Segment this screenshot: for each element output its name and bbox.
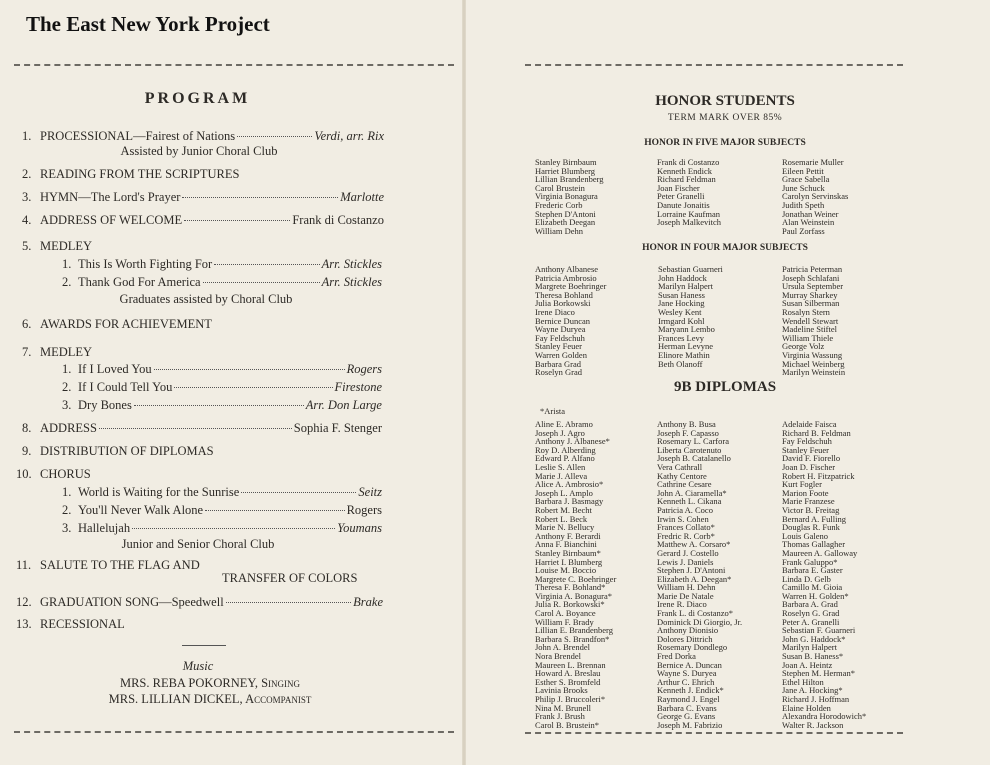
- name-entry: Cathrine Cesare: [657, 479, 712, 490]
- right-top-rule: [525, 64, 903, 66]
- name-entry: Frank Galuppo*: [782, 556, 838, 567]
- diplomas-list: [535, 420, 920, 732]
- name-entry: Beth Olanoff: [658, 358, 703, 369]
- name-entry: Rosemary L. Carfora: [657, 436, 729, 447]
- name-entry: Esther S. Bromfeld: [535, 676, 601, 687]
- program-item-6: 6. AWARDS FOR ACHIEVEMENT: [22, 317, 212, 331]
- name-entry: Frederic Corb: [535, 199, 583, 210]
- name-entry: Elizabeth Deegan: [535, 217, 596, 228]
- page-fold: [462, 0, 466, 765]
- music-line-2: MRS. LILLIAN DICKEL, Accompanist: [108, 692, 312, 706]
- name-entry: Jane Hocking: [658, 298, 705, 309]
- name-entry: William F. Brady: [535, 616, 594, 627]
- name-entry: Victor B. Freitag: [782, 504, 840, 515]
- name-entry: Frank J. Brush: [535, 711, 585, 722]
- name-entry: Marie De Natale: [657, 590, 714, 601]
- name-entry: Marie Franzese: [782, 496, 835, 507]
- music-line-1: MRS. REBA POKORNEY, Singing: [119, 676, 301, 690]
- program-item-5: 5. MEDLEY: [22, 239, 93, 253]
- name-entry: Leslie S. Allen: [535, 461, 586, 472]
- name-entry: Anna F. Bianchini: [535, 539, 597, 550]
- name-entry: Frank di Costanzo: [657, 157, 720, 167]
- honor-four-col-2: [658, 265, 723, 368]
- name-entry: John G. Haddock*: [782, 633, 846, 644]
- name-entry: Anthony Albanese: [535, 264, 599, 274]
- name-entry: Nina M. Brunell: [535, 702, 591, 713]
- chorus-item-3: 3. Hallelujah Youmans: [62, 521, 382, 535]
- diplomas-title: 9B DIPLOMAS: [673, 379, 777, 395]
- program-item-2: 2. READING FROM THE SCRIPTURES: [22, 167, 240, 181]
- name-entry: Marion Foote: [782, 487, 829, 498]
- name-entry: Marilyn Halpert: [782, 642, 837, 653]
- name-entry: Elinore Mathin: [658, 349, 710, 360]
- name-entry: Joseph M. Fabrizio: [657, 719, 723, 730]
- name-entry: Anthony Dionisio: [657, 625, 719, 636]
- name-entry: Stephen D'Antoni: [535, 208, 596, 219]
- name-entry: Peter Granelli: [657, 191, 705, 202]
- name-entry: Marilyn Weinstein: [782, 367, 846, 378]
- name-entry: David F. Fiorello: [782, 453, 841, 464]
- name-entry: Theresa Bohland: [535, 289, 593, 300]
- name-entry: Arthur C. Ehrich: [657, 676, 715, 687]
- name-entry: Warren Golden: [535, 349, 587, 360]
- name-entry: Edward P. Alfano: [535, 453, 595, 464]
- name-entry: Susan Silberman: [782, 298, 840, 309]
- program-item-3: 3. HYMN—The Lord's Prayer Marlotte: [22, 190, 384, 204]
- name-entry: Maryann Lembo: [658, 324, 715, 335]
- name-entry: Stanley Birnbaum: [535, 157, 597, 167]
- honor-four-col-3: [782, 265, 845, 377]
- name-entry: Joseph Schlafani: [782, 272, 840, 283]
- name-entry: Frances Collato*: [657, 522, 715, 533]
- name-entry: Stanley Feuer: [782, 444, 829, 455]
- name-entry: Richard B. Feldman: [782, 427, 851, 438]
- chorus-item-2: 2. You'll Never Walk Alone Rogers: [62, 503, 382, 517]
- name-entry: John Haddock: [658, 272, 707, 283]
- name-entry: Paul Zorfass: [782, 225, 825, 236]
- name-entry: Marie N. Bellucy: [535, 522, 595, 533]
- medley2-item-1: 1. If I Loved You Rogers: [62, 362, 382, 376]
- name-entry: Robert L. Beck: [535, 513, 588, 524]
- name-entry: Roy D. Alberding: [535, 444, 596, 455]
- name-entry: Frances Levy: [658, 332, 705, 343]
- name-entry: Kenneth L. Cikana: [657, 496, 722, 507]
- name-entry: Susan B. Haness*: [782, 651, 844, 662]
- honor-five-col-1: [535, 158, 604, 235]
- name-entry: Ethel Hilton: [782, 676, 824, 687]
- name-entry: John A. Brendel: [535, 642, 591, 653]
- name-entry: Harriet I. Blumberg: [535, 556, 603, 567]
- name-entry: Alice A. Ambrosio*: [535, 479, 604, 490]
- name-entry: Warren H. Golden*: [782, 590, 849, 601]
- name-entry: Rosalyn Stern: [782, 306, 830, 317]
- name-entry: Frank L. di Costanzo*: [657, 608, 734, 619]
- name-entry: Virginia Bonagura: [535, 191, 598, 202]
- name-entry: Stephen M. Herman*: [782, 668, 855, 679]
- name-entry: Thomas Gallagher: [782, 539, 846, 550]
- name-entry: Aline E. Abramo: [535, 419, 593, 429]
- name-entry: Barbara A. Grad: [782, 599, 838, 610]
- name-entry: Sebastian F. Guarneri: [782, 625, 856, 636]
- name-entry: Joseph B. Catalanello: [657, 453, 731, 464]
- name-entry: Carol Brustein: [535, 182, 585, 193]
- name-entry: Gerard J. Costello: [657, 547, 719, 558]
- name-entry: Irmgard Kohl: [658, 315, 705, 326]
- name-entry: Elaine Holden: [782, 702, 831, 713]
- honor-subtitle: TERM MARK OVER 85%: [667, 113, 783, 123]
- honor-title: HONOR STUDENTS: [655, 93, 795, 109]
- name-entry: Camillo M. Gioia: [782, 582, 843, 593]
- medley1-note: Graduates assisted by Choral Club: [119, 292, 293, 306]
- name-entry: John A. Ciaramella*: [657, 487, 727, 498]
- name-entry: Liberta Carotenuto: [657, 444, 722, 455]
- name-entry: Carol A. Boyance: [535, 608, 596, 619]
- name-entry: Peter A. Granelli: [782, 616, 840, 627]
- name-entry: Margrete C. Boehringer: [535, 573, 617, 584]
- name-entry: Joseph L. Amplo: [535, 487, 593, 498]
- name-entry: Virginia A. Bonagura*: [535, 590, 613, 601]
- name-entry: Anthony J. Albanese*: [535, 436, 610, 447]
- name-entry: William Thiele: [782, 332, 834, 343]
- name-entry: Lillian E. Brandenberg: [535, 625, 613, 636]
- name-entry: Barbara C. Evans: [657, 702, 717, 713]
- name-entry: Marilyn Halpert: [658, 281, 713, 292]
- name-entry: Vera Cathrall: [657, 461, 703, 472]
- name-entry: Joseph F. Capasso: [657, 427, 719, 438]
- program-item-11-line2: TRANSFER OF COLORS: [222, 571, 358, 585]
- name-entry: Jonathan Weiner: [782, 208, 839, 219]
- name-entry: Grace Sabella: [782, 174, 830, 185]
- name-entry: Lillian Brandenberg: [535, 174, 604, 185]
- name-entry: Wendell Stewart: [782, 315, 839, 326]
- name-entry: Barbara Grad: [535, 358, 582, 369]
- name-entry: Nora Brendel: [535, 651, 582, 662]
- right-bottom-rule: [525, 732, 903, 734]
- name-entry: Irene R. Diaco: [657, 599, 707, 610]
- name-entry: George Volz: [782, 341, 825, 352]
- honor-five-title: HONOR IN FIVE MAJOR SUBJECTS: [644, 138, 806, 148]
- program-title: PROGRAM: [144, 90, 251, 107]
- name-entry: Robert M. Becht: [535, 504, 592, 515]
- name-entry: Carol B. Brustein*: [535, 719, 599, 730]
- medley1-item-1: 1. This Is Worth Fighting For Arr. Stickles: [62, 257, 382, 271]
- name-entry: Harriet Blumberg: [535, 165, 596, 176]
- name-entry: Joseph Malkevitch: [657, 217, 721, 228]
- name-entry: Wayne Duryea: [535, 324, 586, 335]
- name-entry: Alan Weinstein: [782, 217, 835, 228]
- honor-five-col-3: [782, 158, 848, 235]
- name-entry: Richard J. Hoffman: [782, 694, 850, 704]
- honor-five-col-2: [657, 158, 721, 227]
- name-entry: Murray Sharkey: [782, 289, 838, 300]
- name-entry: Patricia A. Coco: [657, 504, 713, 515]
- name-entry: Kenneth J. Endick*: [657, 685, 724, 696]
- medley2-item-3: 3. Dry Bones Arr. Don Large: [62, 398, 382, 412]
- name-entry: Virginia Wassung: [782, 349, 843, 360]
- name-entry: Irwin S. Cohen: [657, 513, 709, 524]
- name-entry: Margrete Boehringer: [535, 281, 607, 292]
- name-entry: Fay Feldschuh: [535, 332, 585, 343]
- honor-four-title: HONOR IN FOUR MAJOR SUBJECTS: [642, 243, 808, 253]
- name-entry: Elizabeth A. Deegan*: [657, 573, 732, 584]
- music-heading: Music: [182, 659, 214, 673]
- name-entry: Dominick Di Giorgio, Jr.: [657, 616, 743, 627]
- honor-five-list: [535, 158, 915, 238]
- name-entry: Stanley Feuer: [535, 341, 582, 352]
- name-entry: Lewis J. Daniels: [657, 556, 714, 567]
- name-entry: Lavinia Brooks: [535, 685, 588, 696]
- name-entry: Irene Diaco: [535, 306, 575, 317]
- name-entry: Raymond J. Engel: [657, 694, 720, 704]
- name-entry: Ursula September: [782, 281, 844, 292]
- program-item-11: 11. SALUTE TO THE FLAG AND: [16, 558, 200, 572]
- name-entry: Roselyn Grad: [535, 367, 582, 378]
- name-entry: Sebastian Guarneri: [658, 264, 723, 274]
- name-entry: Wesley Kent: [658, 306, 702, 317]
- page-header-title: The East New York Project: [26, 12, 270, 36]
- program-item-9: 9. DISTRIBUTION OF DIPLOMAS: [22, 444, 214, 458]
- name-entry: Kathy Centore: [657, 470, 707, 481]
- name-entry: Anthony B. Busa: [657, 419, 716, 429]
- program-item-1: 1. PROCESSIONAL—Fairest of Nations Verdi, arr. Rix: [22, 129, 384, 143]
- program-item-12: 12. GRADUATION SONG—Speedwell Brake: [16, 595, 383, 609]
- name-entry: Bernard A. Fulling: [782, 513, 846, 524]
- chorus-item-1: 1. World is Waiting for the Sunrise Seitz: [62, 485, 382, 499]
- name-entry: Louis Galeno: [782, 530, 829, 541]
- program-item-8: 8. ADDRESS Sophia F. Stenger: [22, 421, 382, 435]
- medley1-item-2: 2. Thank God For America Arr. Stickles: [62, 275, 382, 289]
- name-entry: June Schuck: [782, 182, 825, 193]
- name-entry: Bernice Duncan: [535, 315, 590, 326]
- name-entry: Kurt Fogler: [782, 479, 822, 490]
- name-entry: Carolyn Servinskas: [782, 191, 849, 202]
- name-entry: Louise M. Boccio: [535, 565, 597, 576]
- name-entry: Philip J. Bruccoleri*: [535, 694, 606, 704]
- name-entry: Matthew A. Corsaro*: [657, 539, 731, 550]
- name-entry: Wayne S. Duryea: [657, 668, 717, 679]
- honor-four-col-1: [535, 265, 606, 377]
- name-entry: Eileen Pettit: [782, 165, 824, 176]
- name-entry: Roselyn G. Grad: [782, 608, 840, 619]
- name-entry: Robert H. Fitzpatrick: [782, 470, 855, 481]
- name-entry: Fred Dorka: [657, 651, 696, 662]
- name-entry: Maureen L. Brennan: [535, 659, 606, 670]
- name-entry: Adelaide Faisca: [782, 419, 837, 429]
- name-entry: Lorraine Kaufman: [657, 208, 721, 219]
- name-entry: Alexandra Horodowich*: [782, 711, 867, 722]
- name-entry: Linda D. Gelb: [782, 573, 831, 584]
- name-entry: Susan Haness: [658, 289, 705, 300]
- diplomas-col-2: [657, 420, 742, 729]
- name-entry: Barbara S. Brandfon*: [535, 633, 610, 644]
- name-entry: Rosemarie Muller: [782, 157, 844, 167]
- name-entry: Joseph J. Agro: [535, 427, 585, 438]
- name-entry: Marie J. Alleva: [535, 470, 588, 481]
- name-entry: Jane A. Hocking*: [782, 685, 843, 696]
- name-entry: Stanley Birnbaum*: [535, 547, 601, 558]
- name-entry: Madeline Stiftel: [782, 324, 838, 335]
- name-entry: Dolores Dittrich: [657, 633, 713, 644]
- name-entry: William Dehn: [535, 225, 584, 236]
- name-entry: William H. Dehn: [657, 582, 716, 593]
- diplomas-col-3: [782, 420, 866, 729]
- program-item-4: 4. ADDRESS OF WELCOME Frank di Costanzo: [22, 213, 384, 227]
- name-entry: Joan A. Heintz: [782, 659, 833, 670]
- diplomas-col-1: [535, 420, 616, 729]
- program-item-10: 10. CHORUS: [16, 467, 91, 481]
- name-entry: Maureen A. Galloway: [782, 547, 858, 558]
- name-entry: Michael Weinberg: [782, 358, 845, 369]
- honor-four-list: [535, 265, 915, 380]
- name-entry: Patricia Ambrosio: [535, 272, 597, 283]
- program-item-7: 7. MEDLEY: [22, 345, 93, 359]
- medley2-item-2: 2. If I Could Tell You Firestone: [62, 380, 382, 394]
- name-entry: Theresa F. Bohland*: [535, 582, 606, 593]
- name-entry: Joan Fischer: [657, 182, 700, 193]
- name-entry: Julia R. Borkowski*: [535, 599, 605, 610]
- name-entry: Judith Speth: [782, 199, 825, 210]
- diplomas-note: *Arista: [540, 406, 566, 416]
- name-entry: Joan D. Fischer: [782, 461, 836, 472]
- name-entry: Richard Feldman: [657, 174, 716, 185]
- music-divider: [182, 645, 226, 646]
- program-item-13: 13. RECESSIONAL: [16, 617, 125, 631]
- name-entry: Stephen J. D'Antoni: [657, 565, 726, 576]
- name-entry: Douglas R. Funk: [782, 522, 840, 533]
- left-top-rule: [14, 64, 454, 66]
- chorus-note: Junior and Senior Choral Club: [121, 537, 275, 551]
- name-entry: Danute Jonaitis: [657, 199, 710, 210]
- name-entry: Herman Levyne: [658, 341, 713, 352]
- name-entry: Barbara E. Gaster: [782, 565, 843, 576]
- name-entry: Walter R. Jackson: [782, 719, 844, 730]
- name-entry: George G. Evans: [657, 711, 716, 722]
- name-entry: Patricia Peterman: [782, 264, 843, 274]
- name-entry: Barbara J. Basmagy: [535, 496, 604, 507]
- program-item-1-note: Assisted by Junior Choral Club: [120, 144, 278, 158]
- name-entry: Howard A. Breslau: [535, 668, 601, 679]
- name-entry: Fredric R. Corb*: [657, 530, 715, 541]
- name-entry: Anthony F. Berardi: [535, 530, 601, 541]
- name-entry: Rosemary Dondlego: [657, 642, 728, 653]
- name-entry: Kenneth Endick: [657, 165, 712, 176]
- name-entry: Fay Feldschuh: [782, 436, 832, 447]
- left-bottom-rule: [14, 731, 454, 733]
- name-entry: Julia Borkowski: [535, 298, 591, 309]
- name-entry: Bernice A. Duncan: [657, 659, 722, 670]
